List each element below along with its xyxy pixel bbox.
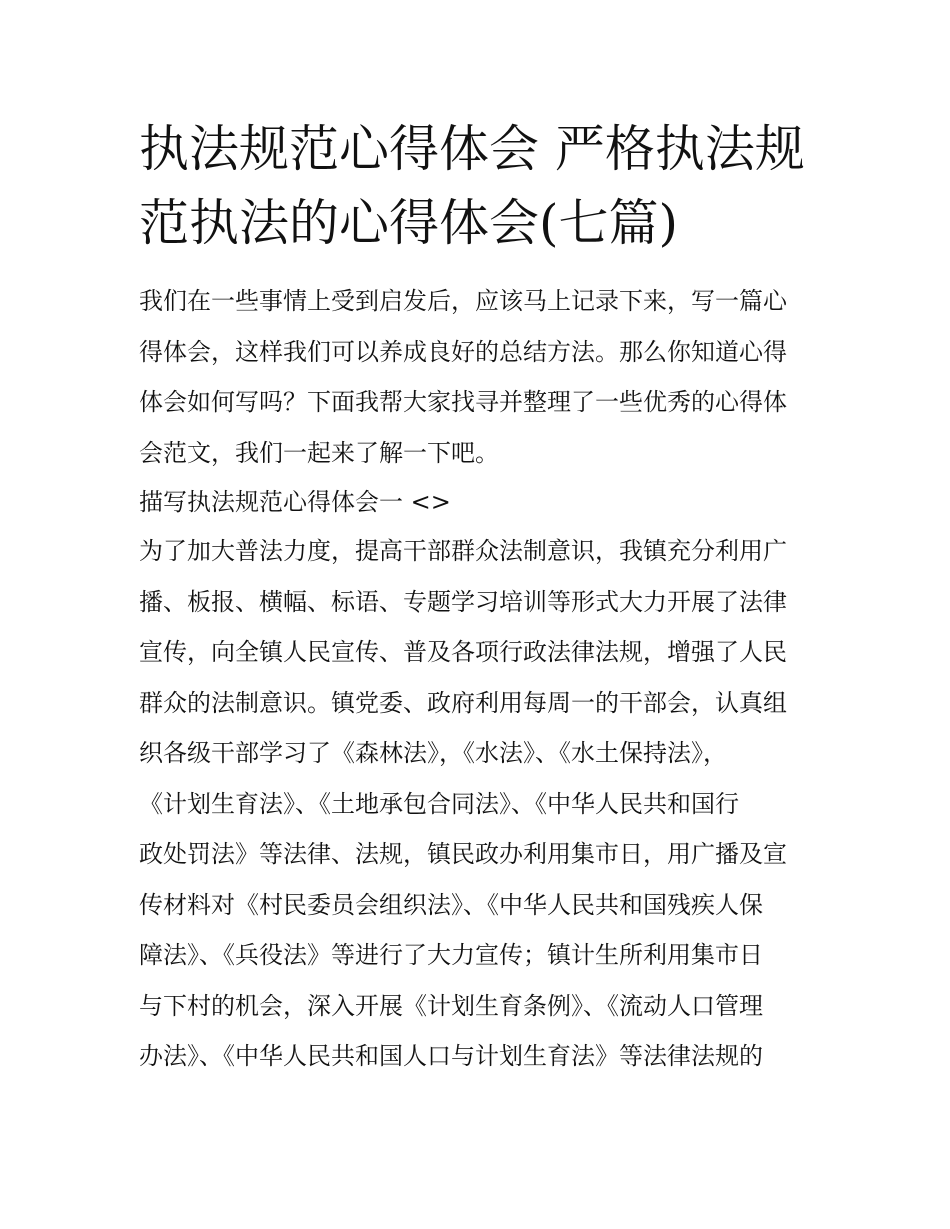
intro-line: 体会如何写吗？下面我帮大家找寻并整理了一些优秀的心得体	[139, 388, 787, 416]
intro-line: 我们在一些事情上受到启发后，应该马上记录下来，写一篇心	[139, 287, 787, 315]
title-line-2: 范执法的心得体会(七篇)	[139, 194, 679, 252]
intro-line: 会范文，我们一起来了解一下吧。	[139, 438, 499, 467]
section-line: 为了加大普法力度，提高干部群众法制意识，我镇充分利用广	[139, 537, 787, 565]
title-line-1: 执法规范心得体会 严格执法规	[139, 120, 805, 178]
section-line: 织各级干部学习了《森林法》，《水法》、《水土保持法》，	[139, 739, 727, 767]
section-line: 与下村的机会，深入开展《计划生育条例》、《流动人口管理	[139, 991, 763, 1020]
section-line: 政处罚法》等法律、法规，镇民政办利用集市日，用广播及宣	[139, 840, 787, 868]
section-paragraph	[139, 526, 819, 1082]
document-title	[139, 112, 819, 260]
section-heading: 描写执法规范心得体会一 <>	[139, 488, 451, 516]
section-line: 群众的法制意识。镇党委、政府利用每周一的干部会，认真组	[139, 688, 787, 717]
intro-paragraph	[139, 276, 819, 478]
intro-line: 得体会，这样我们可以养成良好的总结方法。那么你知道心得	[139, 337, 787, 366]
document-body	[139, 276, 819, 1082]
section-line: 宣传，向全镇人民宣传、普及各项行政法律法规，增强了人民	[139, 638, 787, 666]
section-line: 《计划生育法》、《土地承包合同法》、《中华人民共和国行	[139, 789, 739, 818]
section-line: 障法》、《兵役法》等进行了大力宣传；镇计生所利用集市日	[139, 941, 763, 969]
section-line: 播、板报、横幅、标语、专题学习培训等形式大力开展了法律	[139, 587, 787, 616]
section-line: 传材料对《村民委员会组织法》、《中华人民共和国残疾人保	[139, 890, 763, 919]
section-line: 办法》、《中华人民共和国人口与计划生育法》等法律法规的	[139, 1042, 763, 1070]
